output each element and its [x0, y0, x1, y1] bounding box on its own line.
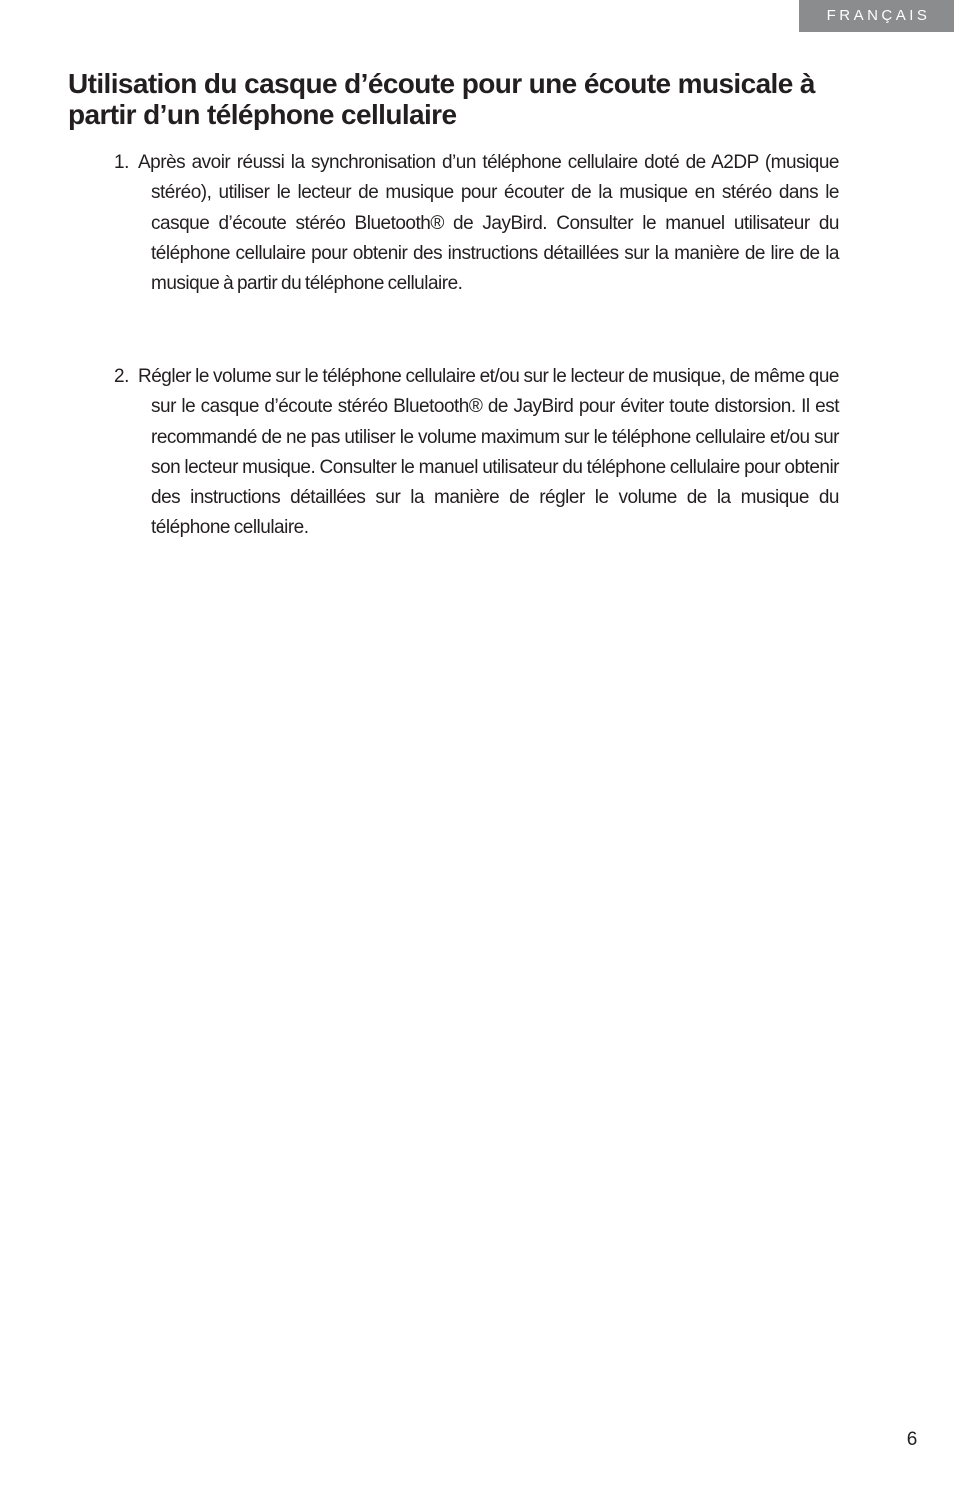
- step-text: Après avoir réussi la synchronisation d’un téléphone cellulaire doté de A2DP (musique stéréo), utiliser le lecteur de musique pour écouter de la musique en stéréo dans le casque d’écoute stéréo Bluetooth® de JayBird. Consulter le manuel utilisateur du téléphone cellulaire pour obtenir des instructions détaillées sur la manière de lire de la musique à partir du téléphone cellulaire.: [138, 152, 839, 295]
- step-number: 1.: [114, 152, 129, 173]
- step-text: Régler le volume sur le téléphone cellulaire et/ou sur le lecteur de musique, de même que sur le casque d’écoute stéréo Bluetooth® de JayBird pour éviter toute distorsion. Il est recommandé de ne pas utiliser le volume maximum sur le téléphone cellulaire et/ou sur son lecteur musique. Consulter le manuel utilisateur du téléphone cellulaire pour obtenir des instructions détaillées sur la manière de régler le volume de la musique du téléphone cellulaire.: [138, 366, 839, 539]
- step-number: 2.: [114, 366, 129, 387]
- page-number: 6: [906, 1429, 918, 1450]
- instruction-step-1: [114, 148, 839, 299]
- language-tab: FRANÇAIS: [799, 0, 954, 32]
- page-title: Utilisation du casque d’écoute pour une écoute musicale à partir d’un téléphone cellulaire: [68, 68, 815, 130]
- instruction-step-2: [114, 362, 839, 544]
